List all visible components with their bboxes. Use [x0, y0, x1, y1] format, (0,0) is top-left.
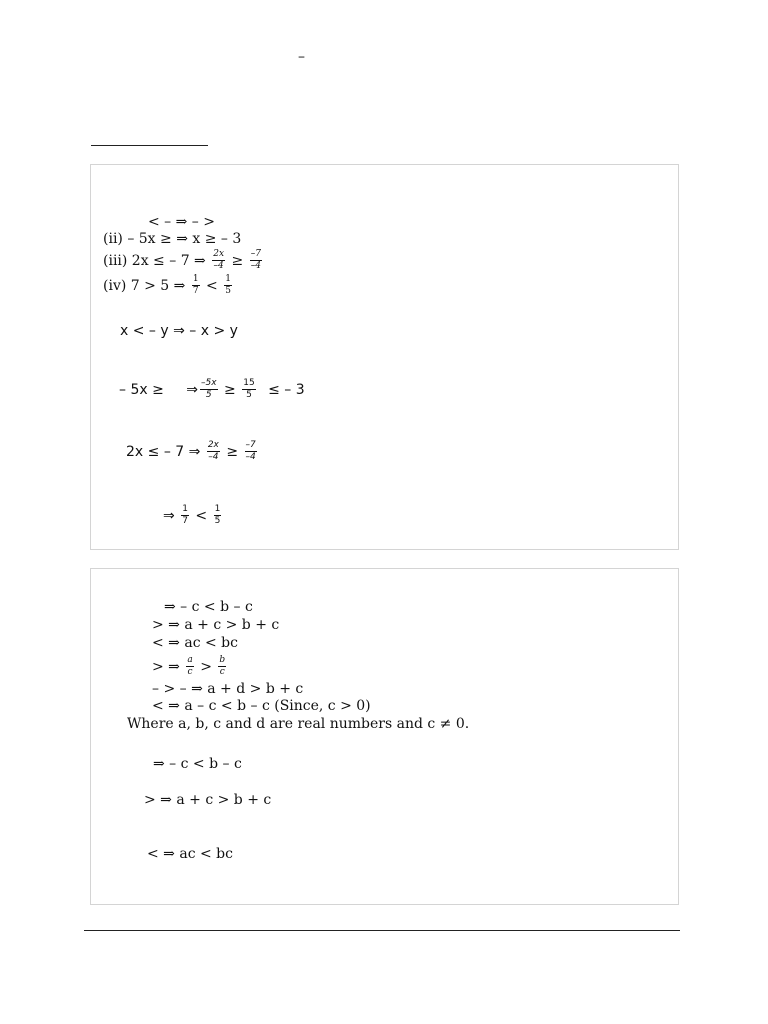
fraction [245, 441, 257, 463]
sol-2-arrow: ⇒ [186, 381, 199, 398]
sol-3-left: 2x ≤ – 7 ⇒ [126, 443, 201, 460]
fraction [212, 250, 225, 272]
denominator: 5 [214, 516, 221, 527]
footer-rule [84, 930, 680, 931]
denominator: –4 [245, 452, 256, 463]
rule-line-5: – > – ⇒ a + d > b + c [152, 681, 304, 697]
question-box-2 [90, 568, 679, 905]
fraction [192, 275, 200, 297]
line-iv-label: (iv) 7 > 5 ⇒ [103, 277, 186, 294]
operator: ≥ [226, 443, 239, 460]
rule-line-2: > ⇒ a + c > b + c [152, 617, 280, 633]
r4-left: > ⇒ [152, 658, 180, 675]
operator: ≥ [231, 252, 244, 269]
solution-line-2 [119, 379, 305, 401]
numerator: 2x [212, 250, 225, 261]
fraction [250, 250, 262, 272]
solution-line-1: x < – y ⇒ – x > y [120, 323, 238, 339]
rule-line-4 [152, 656, 228, 678]
numerator: –7 [250, 250, 262, 261]
answer-line-1: ⇒ – c < b – c [153, 756, 242, 772]
line-iii-label: (iii) 2x ≤ – 7 ⇒ [103, 252, 206, 269]
numerator: –7 [245, 441, 257, 452]
sol-2-left: – 5x ≥ [119, 381, 164, 398]
header-dash: – [298, 49, 305, 65]
denominator: 7 [192, 286, 199, 297]
rule-line-3: < ⇒ ac < bc [152, 635, 238, 651]
fraction [242, 379, 255, 401]
denominator: 5 [205, 390, 212, 401]
numerator: –5x [200, 379, 218, 390]
answer-line-3: < ⇒ ac < bc [147, 846, 233, 862]
fraction [218, 656, 226, 678]
denominator: 5 [225, 286, 231, 297]
question-line-i: < – ⇒ – > [148, 214, 215, 230]
numerator: 2x [207, 441, 220, 452]
answer-line-2: > ⇒ a + c > b + c [144, 792, 272, 808]
question-box-1 [90, 164, 679, 550]
numerator: 1 [181, 505, 189, 516]
sol-4-arrow: ⇒ [163, 507, 175, 524]
question-line-iv [103, 275, 234, 297]
fraction [214, 505, 222, 527]
denominator: 7 [182, 516, 188, 527]
fraction [207, 441, 220, 463]
operator: ≥ [224, 381, 236, 398]
operator: < [206, 277, 218, 294]
rule-line-1: ⇒ – c < b – c [164, 599, 253, 615]
operator: < [195, 507, 208, 524]
sol-2-right: ≤ – 3 [268, 381, 305, 398]
numerator: 1 [224, 275, 232, 286]
denominator: c [187, 667, 193, 678]
numerator: 1 [192, 275, 200, 286]
solution-line-3 [126, 441, 259, 463]
denominator: c [219, 667, 225, 678]
question-line-ii: (ii) – 5x ≥ ⇒ x ≥ – 3 [103, 231, 242, 247]
question-line-iii [103, 250, 264, 272]
fraction [224, 275, 232, 297]
fraction [200, 379, 218, 401]
denominator: –4 [250, 261, 261, 272]
fraction [181, 505, 189, 527]
rule-line-6: < ⇒ a – c < b – c (Since, c > 0) [152, 698, 371, 714]
denominator: –4 [208, 452, 219, 463]
solution-line-4 [163, 505, 223, 527]
denominator: –4 [213, 261, 224, 272]
numerator: b [218, 656, 226, 667]
heading-underline [91, 145, 208, 146]
numerator: 1 [214, 505, 222, 516]
fraction [186, 656, 193, 678]
numerator: 15 [242, 379, 255, 390]
operator: > [200, 658, 212, 675]
denominator: 5 [246, 390, 252, 401]
numerator: a [186, 656, 193, 667]
rule-note: Where a, b, c and d are real numbers and c ≠ 0. [127, 716, 470, 732]
